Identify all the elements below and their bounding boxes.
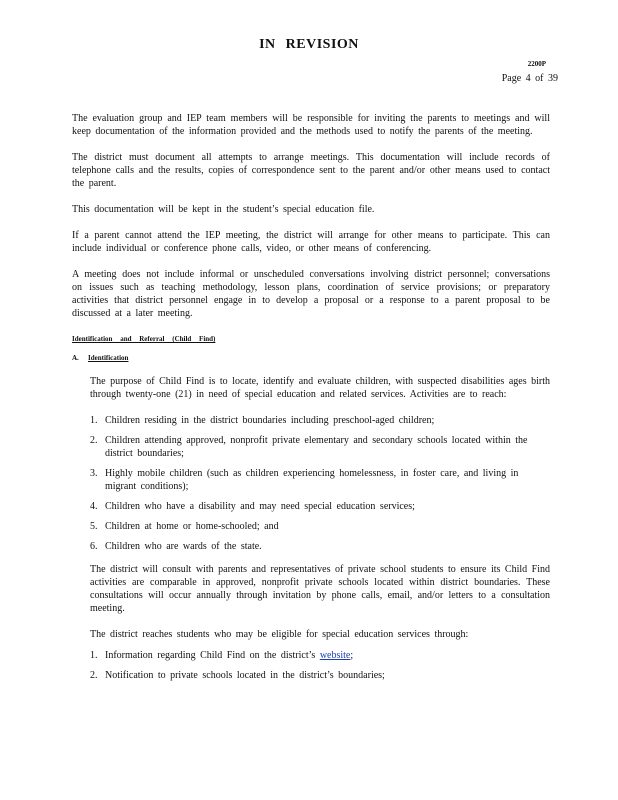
- paragraph-purpose: The purpose of Child Find is to locate, identify and evaluate children, with suspected disabilities ages birth through twenty-one (21) in need of special education and related services. Activities are to reach:: [90, 376, 550, 400]
- subsection-heading: [72, 352, 550, 365]
- paragraph-file-kept: This documentation will be kept in the student’s special education file.: [72, 204, 375, 215]
- website-link[interactable]: website: [319, 650, 351, 661]
- list-item: 4. Children who have a disability and may need special education services;: [90, 501, 415, 512]
- list-item: 5. Children at home or home-schooled; and: [90, 521, 279, 532]
- page-number: Page 4 of 39: [501, 73, 558, 84]
- paragraph-invite-parents: The evaluation group and IEP team members will be responsible for inviting the parents to meetings and will keep documentation of the information provided and the methods used to notify the parents of the meeting.: [72, 113, 550, 137]
- subsection-label: Identification: [88, 354, 129, 362]
- identification-block: [90, 375, 550, 682]
- paragraph-consultation: The district will consult with parents and representatives of private school students to ensure its Child Find activities are comparable in approved, nonprofit private schools located within district boundaries. These consultations will occur annually through invitation by phone calls, email, and/or letters to a consultation meeting.: [90, 564, 550, 614]
- list-item: 1. Information regarding Child Find on the district’s website;: [90, 650, 354, 661]
- paragraph-meeting-definition: A meeting does not include informal or unscheduled conversations involving district personnel; conversations on issues such as teaching methodology, lesson plans, coordination of service provisions; or preparatory activities that district personnel engage in to develop a proposal or a response to a parent proposal to be discussed at a later meeting.: [72, 269, 550, 319]
- paragraph-other-means: If a parent cannot attend the IEP meeting, the district will arrange for other means to participate. This can include individual or conference phone calls, video, or other means of conferencing.: [72, 230, 550, 254]
- list-item: 6. Children who are wards of the state.: [90, 541, 262, 552]
- section-heading: Identification and Referral (Child Find): [72, 335, 216, 343]
- reach-list: [90, 649, 550, 682]
- document-body: [72, 112, 550, 692]
- paragraph-document-attempts: The district must document all attempts to arrange meetings. This documentation will include records of telephone calls and the results, copies of correspondence sent to the parent and/or other means used to contact the parent.: [72, 152, 550, 189]
- list-item: 3. Highly mobile children (such as children experiencing homelessness, in foster care, and living in migrant conditions);: [90, 468, 519, 492]
- page-title: IN REVISION: [259, 37, 359, 52]
- list-item: 1. Children residing in the district boundaries including preschool-aged children;: [90, 415, 435, 426]
- policy-code: 2200P: [527, 60, 546, 68]
- subsection-letter: A.: [72, 354, 79, 362]
- list-item: 2. Notification to private schools located in the district’s boundaries;: [90, 670, 385, 681]
- children-list: [90, 414, 550, 553]
- list-item: 2. Children attending approved, nonprofit private elementary and secondary schools located within the district boundaries;: [90, 435, 528, 459]
- paragraph-reaches: The district reaches students who may be eligible for special education services through:: [90, 629, 469, 640]
